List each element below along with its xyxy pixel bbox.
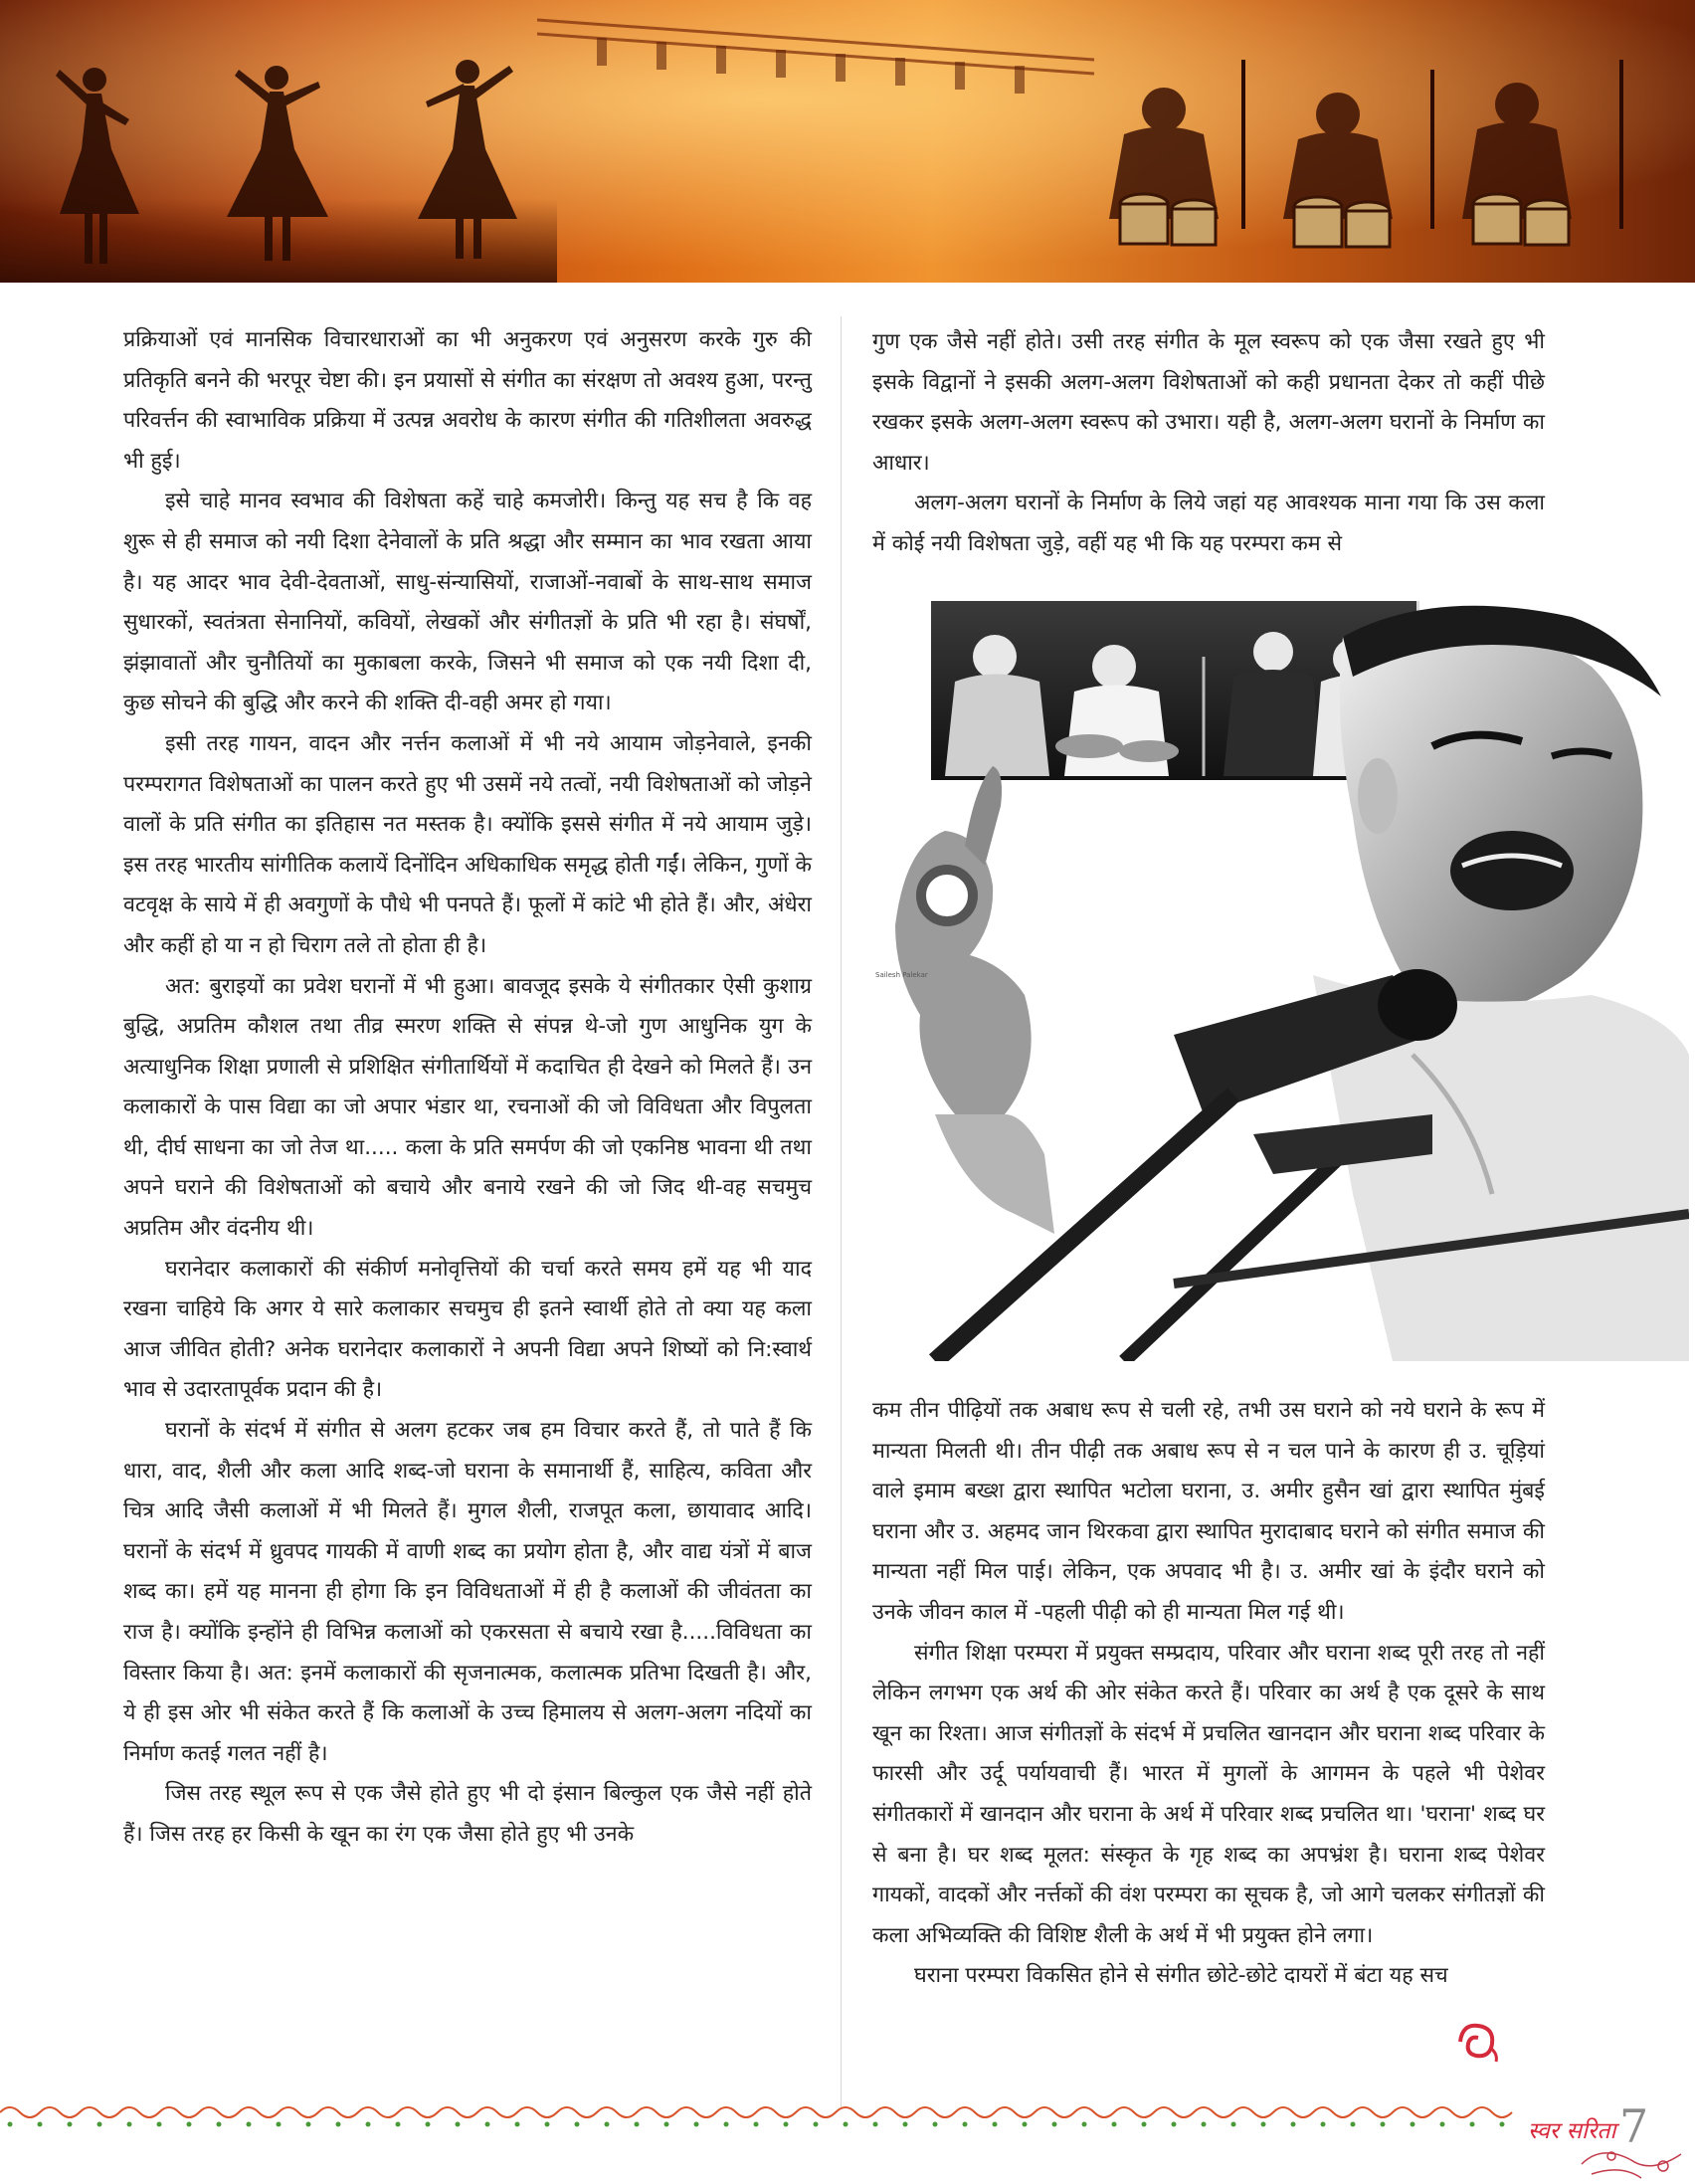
end-ornament-icon xyxy=(1452,2018,1504,2066)
paragraph: इसे चाहे मानव स्वभाव की विशेषता कहें चाहे कमजोरी। किन्तु यह सच है कि वह शुरू से ही समाज को नयी दिशा देनेवालों के प्रति श्रद्धा और सम्मान का भाव रखता आया है। यह आदर भाव देवी-देवताओं, साधु-संन्यासियों, राजाओं-नवाबों के साथ-साथ समाज सुधारकों, स्वतंत्रता सेनानियों, कवियों, लेखकों और संगीतज्ञों के प्रति भी रहा है। संघर्षों, झंझावातों और चुनौतियों का मुकाबला करके, जिसने भी समाज को एक नयी दिशा दी, कुछ सोचने की बुद्धि और करने की शक्ति दी-वही अमर हो गया। xyxy=(123,489,812,716)
paragraph: गुण एक जैसे नहीं होते। उसी तरह संगीत के मूल स्वरूप को एक जैसा रखते हुए भी इसके विद्वानों ने इसकी अलग-अलग विशेषताओं को कही प्रधानता देकर तो कहीं पीछे रखकर इसके अलग-अलग स्वरूप को उभारा। यही है, अलग-अलग घरानों के निर्माण का आधार। xyxy=(872,329,1545,476)
paragraph: अत: बुराइयों का प्रवेश घरानों में भी हुआ। बावजूद इसके ये संगीतकार ऐसी कुशाग्र बुद्धि, अप्रतिम कौशल तथा तीव्र स्मरण शक्ति से संपन्न थे-जो गुण आधुनिक युग के अत्याधुनिक शिक्षा प्रणाली से प्रशिक्षित संगीतार्थियों में कदाचित ही देखने को मिलते हैं। उन कलाकारों के पास विद्या का जो अपार भंडार था, रचनाओं की जो विविधता और विपुलता थी, दीर्घ साधना का जो तेज था..... कला के प्रति समर्पण की जो एकनिष्ठ भावना थी तथा अपने घराने की विशेषताओं को बचाये और बनाये रखने की जो जिद थी-वह सचमुच अप्रतिम और वंदनीय थी। xyxy=(123,973,812,1242)
paragraph: संगीत शिक्षा परम्परा में प्रयुक्त सम्प्रदाय, परिवार और घराना शब्द पूरी तरह तो नहीं लेकिन लगभग एक अर्थ की ओर संकेत करते हैं। परिवार का अर्थ है एक दूसरे के साथ खून का रिश्ता। आज संगीतज्ञों के संदर्भ में प्रचलित खानदान और घराना शब्द परिवार के फारसी और उर्दू पर्यायवाची हैं। भारत में मुगलों के आगमन के पहले भी पेशेवर संगीतकारों में खानदान और घराना के अर्थ में परिवार शब्द प्रचलित था। 'घराना' शब्द घर से बना है। घर शब्द मूलत: संस्कृत के गृह शब्द का अपभ्रंश है। घराना शब्द पेशेवर गायकों, वादकों और नर्त्तकों की वंश परम्परा का सूचक है, जो आगे चलकर संगीतज्ञों की कला अभिव्यक्ति की विशिष्ट शैली के अर्थ में भी प्रयुक्त होने लगा। xyxy=(872,1640,1545,1948)
paragraph: घराना परम्परा विकसित होने से संगीत छोटे-छोटे दायरों में बंटा यह सच xyxy=(914,1963,1448,1989)
paragraph: अलग-अलग घरानों के निर्माण के लिये जहां यह आवश्यक माना गया कि उस कला में कोई नयी विशेषता जुड़े, वहीं यह भी कि यह परम्परा कम से xyxy=(872,491,1545,556)
footer-dots xyxy=(8,2122,1505,2127)
page-number: 7 xyxy=(1619,2099,1649,2153)
singer-photo xyxy=(875,597,1689,1361)
article-right-column-top xyxy=(872,322,1545,565)
corner-ornament-icon xyxy=(1582,2152,1681,2178)
header-banner xyxy=(0,0,1695,283)
magazine-name: स्वर सरिता xyxy=(1528,2118,1616,2144)
dance-and-tabla-banner-icon xyxy=(0,0,1695,283)
paragraph: कम तीन पीढ़ियों तक अबाध रूप से चली रहे, तभी उस घराने को नये घराने के रूप में मान्यता मिलती थी। तीन पीढ़ी तक अबाध रूप से न चल पाने के कारण ही उ. चूड़ियां वाले इमाम बख्श द्वारा स्थापित भटोला घराना, उ. अमीर हुसैन खां द्वारा स्थापित मुंबई घराना और उ. अहमद जान थिरकवा द्वारा स्थापित मुरादाबाद घराने को संगीत समाज की मान्यता नहीं मिल पाई। लेकिन, एक अपवाद भी है। उ. अमीर खां के इंदौर घराने को उनके जीवन काल में -पहली पीढ़ी को ही मान्यता मिल गई थी। xyxy=(872,1398,1545,1625)
paragraph: प्रक्रियाओं एवं मानसिक विचारधाराओं का भी अनुकरण एवं अनुसरण करके गुरु की प्रतिकृति बनने की भरपूर चेष्टा की। इन प्रयासों से संगीत का संरक्षण तो अवश्य हुआ, परन्तु परिवर्त्तन की स्वाभाविक प्रक्रिया में उत्पन्न अवरोध के कारण संगीत की गतिशीलता अवरुद्ध भी हुई। xyxy=(123,327,812,474)
paragraph: इसी तरह गायन, वादन और नर्त्तन कलाओं में भी नये आयाम जोड़नेवाले, इनकी परम्परागत विशेषताओं का पालन करते हुए भी उसमें नये तत्वों, नयी विशेषताओं को जोड़ने वालों के प्रति संगीत का इतिहास नत मस्तक है। क्योंकि इससे संगीत में नये आयाम जुड़े। इस तरह भारतीय सांगीतिक कलायें दिनोंदिन अधिकाधिक समृद्ध होती गईं। लेकिन, गुणों के वटवृक्ष के साये में ही अवगुणों के पौधे भी पनपते हैं। फूलों में कांटे भी होते हैं। और, अंधेरा और कहीं हो या न हो चिराग तले तो होता ही है। xyxy=(123,730,812,958)
article-right-column-bottom xyxy=(872,1391,1545,1997)
paragraph: घरानों के संदर्भ में संगीत से अलग हटकर जब हम विचार करते हैं, तो पाते हैं कि धारा, वाद, शैली और कला आदि शब्द-जो घराना के समानार्थी हैं, साहित्य, कविता और चित्र आदि जैसी कलाओं में भी मिलते हैं। मुगल शैली, राजपूत कला, छायावाद आदि। घरानों के संदर्भ में ध्रुवपद गायकी में वाणी शब्द का प्रयोग होता है, और वाद्य यंत्रों में बाज शब्द का। हमें यह मानना ही होगा कि इन विविधताओं में ही है कलाओं की जीवंतता का राज है। क्योंकि इन्होंने ही विभिन्न कलाओं को एकरसता से बचाये रखा है.....विविधता का विस्तार किया है। अत: इनमें कलाकारों की सृजनात्मक, कलात्मक प्रतिभा दिखती है। और, ये ही इस ओर भी संकेत करते हैं कि कलाओं के उच्च हिमालय से अलग-अलग नदियों का निर्माण कतई गलत नहीं है। xyxy=(123,1418,812,1766)
singer-performing-photo xyxy=(875,597,1689,1361)
photo-credit: Sailesh Palekar xyxy=(875,971,928,979)
article-left-column xyxy=(123,320,812,1856)
paragraph: जिस तरह स्थूल रूप से एक जैसे होते हुए भी दो इंसान बिल्कुल एक जैसे नहीं होते हैं। जिस तरह हर किसी के खून का रंग एक जैसा होते हुए भी उनके xyxy=(123,1781,812,1847)
paragraph: घरानेदार कलाकारों की संकीर्ण मनोवृत्तियों की चर्चा करते समय हमें यह भी याद रखना चाहिये कि अगर ये सारे कलाकार सचमुच ही इतने स्वार्थी होते तो क्या यह कला आज जीवित होती? अनेक घरानेदार कलाकारों ने अपनी विद्या अपने शिष्यों को नि:स्वार्थ भाव से उदारतापूर्वक प्रदान की है। xyxy=(123,1256,812,1403)
column-divider xyxy=(841,316,842,2107)
footer-border xyxy=(0,2094,1695,2184)
